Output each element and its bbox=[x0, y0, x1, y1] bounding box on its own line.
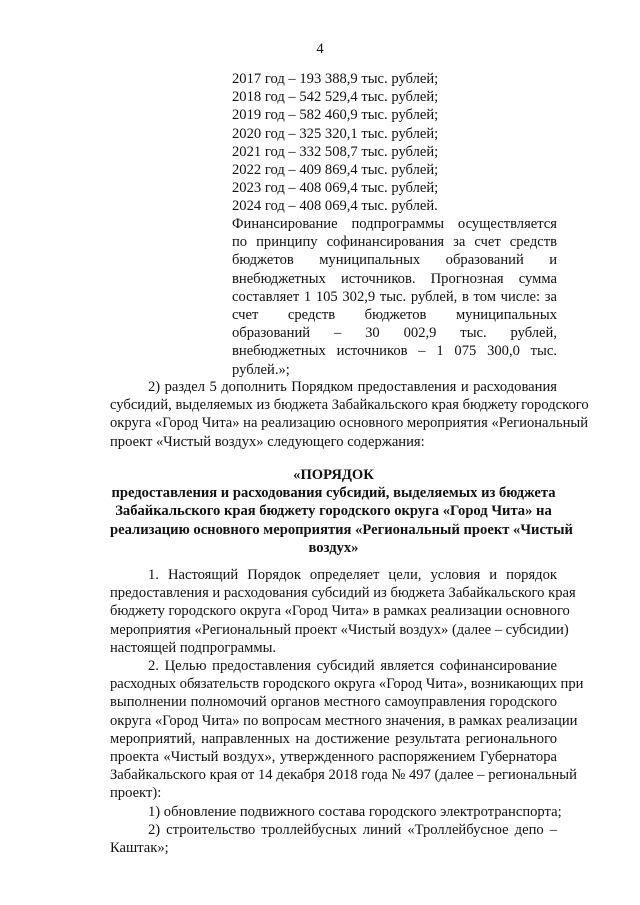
financing-paragraph bbox=[232, 215, 557, 379]
text-line: округа «Город Чита» на реализацию основного мероприятия «Региональный bbox=[110, 415, 589, 432]
list-item-2 bbox=[110, 821, 557, 857]
text-line: выполнении полномочий органов местного самоуправления городского bbox=[110, 694, 557, 711]
heading-line: реализацию основного мероприятия «Региональный проект «Чистый bbox=[110, 521, 573, 538]
yearly-funding-list bbox=[232, 70, 562, 216]
text-line: Забайкальского края от 14 декабря 2018 года № 497 (далее – региональный bbox=[110, 767, 577, 784]
order-heading bbox=[110, 466, 573, 557]
text-line: расходных обязательств городского округа «Город Чита», возникающих при bbox=[110, 676, 584, 693]
text-line: внебюджетных источников. Прогнозная сумма bbox=[232, 270, 557, 287]
section5-paragraph bbox=[110, 378, 589, 451]
text-line: Финансирование подпрограммы осуществляется bbox=[232, 216, 557, 232]
year-line: 2024 год – 408 069,4 тыс. рублей. bbox=[232, 198, 438, 215]
page-number: 4 bbox=[316, 41, 324, 57]
text-line: образований – 30 002,9 тыс. рублей, bbox=[232, 325, 557, 342]
text-line: 2) раздел 5 дополнить Порядком предоставления и расходования bbox=[148, 379, 557, 395]
paragraph-2 bbox=[110, 657, 584, 803]
year-line: 2017 год – 193 388,9 тыс. рублей; bbox=[232, 71, 439, 87]
text-line: субсидий, выделяемых из бюджета Забайкальского края бюджету городского bbox=[110, 397, 589, 414]
text-line: 1) обновление подвижного состава городского электротранспорта; bbox=[148, 804, 562, 820]
year-line: 2020 год – 325 320,1 тыс. рублей; bbox=[232, 125, 439, 142]
text-line: по принципу софинансирования за счет средств bbox=[232, 234, 557, 251]
text-line: 2. Целью предоставления субсидий является софинансирование bbox=[148, 658, 557, 674]
text-line: счет средств бюджетов муниципальных bbox=[232, 306, 557, 323]
text-line: настоящей подпрограммы. bbox=[110, 639, 277, 656]
text-line: бюджету городского округа «Город Чита» в рамках реализации основного bbox=[110, 603, 570, 620]
paragraph-1 bbox=[110, 566, 576, 657]
text-line: округа «Город Чита» по вопросам местного значения, в рамках реализации bbox=[110, 712, 578, 729]
year-line: 2018 год – 542 529,4 тыс. рублей; bbox=[232, 89, 439, 106]
text-line: рублей.»; bbox=[232, 361, 290, 378]
heading-line: Забайкальского края бюджету городского округа «Город Чита» на bbox=[115, 503, 552, 520]
text-line: проект): bbox=[110, 785, 162, 802]
text-line: Каштак»; bbox=[110, 840, 169, 857]
text-line: мероприятий, направленных на достижение результата регионального bbox=[110, 730, 557, 747]
year-line: 2023 год – 408 069,4 тыс. рублей; bbox=[232, 180, 439, 197]
text-line: мероприятия «Региональный проект «Чистый воздух» (далее – субсидии) bbox=[110, 621, 569, 638]
text-line: составляет 1 105 302,9 тыс. рублей, в том числе: за bbox=[232, 288, 557, 305]
list-item-1 bbox=[110, 803, 562, 821]
text-line: предоставления и расходования субсидий из бюджета Забайкальского края bbox=[110, 585, 576, 602]
heading-line: воздух» bbox=[308, 539, 359, 556]
text-line: бюджетов муниципальных образований и bbox=[232, 252, 557, 269]
text-line: 1. Настоящий Порядок определяет цели, условия и порядок bbox=[148, 567, 557, 583]
text-line: проект «Чистый воздух» следующего содержания: bbox=[110, 433, 425, 450]
year-line: 2019 год – 582 460,9 тыс. рублей; bbox=[232, 107, 439, 124]
heading-line: «ПОРЯДОК bbox=[293, 467, 374, 483]
text-line: 2) строительство троллейбусных линий «Троллейбусное депо – bbox=[148, 822, 557, 838]
text-line: внебюджетных источников – 1 075 300,0 тыс. bbox=[232, 343, 557, 360]
year-line: 2022 год – 409 869,4 тыс. рублей; bbox=[232, 161, 439, 178]
text-line: проекта «Чистый воздух», утвержденного распоряжением Губернатора bbox=[110, 748, 557, 765]
year-line: 2021 год – 332 508,7 тыс. рублей; bbox=[232, 143, 439, 160]
heading-line: предоставления и расходования субсидий, выделяемых из бюджета bbox=[111, 485, 556, 502]
